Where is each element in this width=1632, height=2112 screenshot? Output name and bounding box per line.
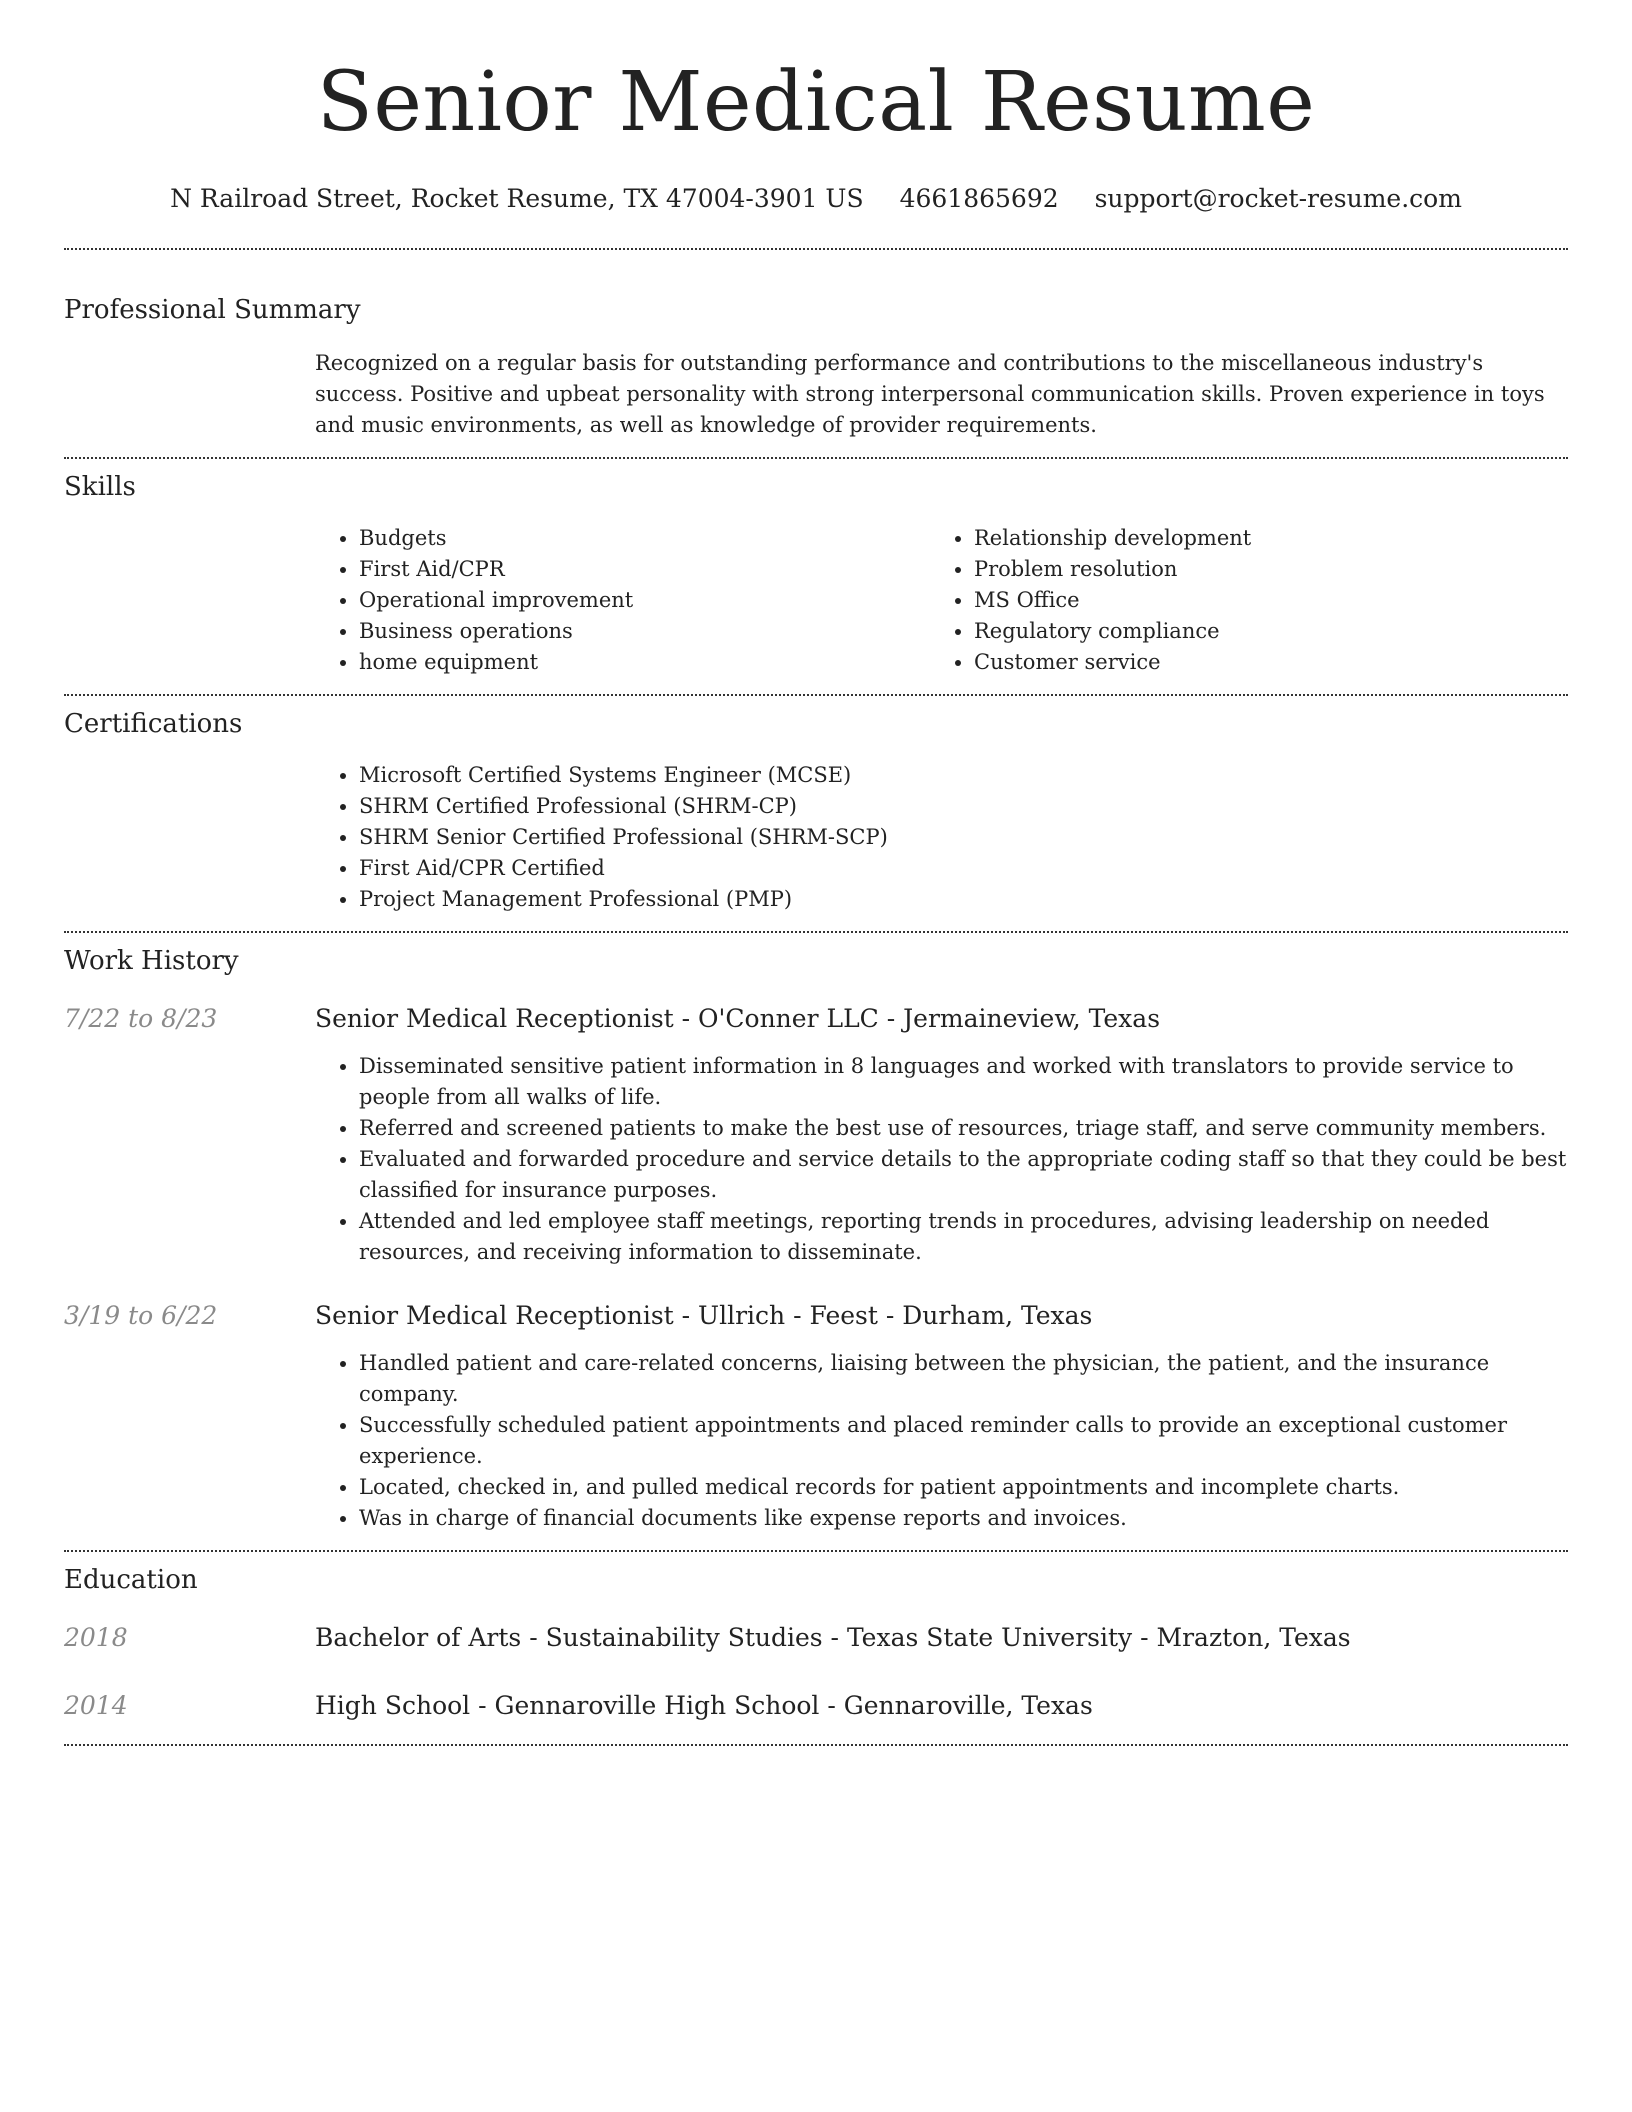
summary-title: Professional Summary	[64, 295, 361, 325]
skill-item: • Problem resolution	[974, 554, 1545, 585]
summary-text: Recognized on a regular basis for outstanding performance and contributions to the miscellaneous industry's success. Positive and upbeat personality with strong interpersonal communication skills. Proven experience in toys and music environments, as well as knowledge of provider requirements.	[315, 351, 1545, 437]
education-degree: Bachelor of Arts - Sustainability Studies - Texas State University - Mrazton, Texas	[315, 1623, 1351, 1652]
job-title: Senior Medical Receptionist - O'Conner LLC - Jermaineview, Texas	[315, 1004, 1161, 1033]
education-degree: High School - Gennaroville High School - Gennaroville, Texas	[315, 1691, 1093, 1720]
resume-name: Senior Medical Resume	[316, 55, 1316, 150]
skill-item: • MS Office	[974, 585, 1545, 616]
divider	[64, 1744, 1568, 1746]
job-title: Senior Medical Receptionist - Ullrich - Feest - Durham, Texas	[315, 1301, 1093, 1330]
skills-list-left	[315, 523, 930, 678]
job-bullet: • Disseminated sensitive patient information in 8 languages and worked with translators to provide service to people from all walks of life.	[359, 1051, 1568, 1113]
certification-item: • First Aid/CPR Certified	[359, 853, 1568, 884]
job-bullet: • Handled patient and care-related concerns, liaising between the physician, the patient, and the insurance company.	[359, 1348, 1568, 1410]
work-history-title: Work History	[64, 946, 239, 976]
contact-line	[64, 182, 1568, 216]
skill-item: • home equipment	[359, 647, 930, 678]
job-entry	[64, 1001, 1568, 1268]
education-entry	[64, 1620, 1568, 1656]
skills-section	[64, 459, 1568, 694]
certifications-section	[64, 696, 1568, 931]
job-bullets	[315, 1051, 1568, 1268]
certification-item: • Project Management Professional (PMP)	[359, 884, 1568, 915]
contact-address: N Railroad Street, Rocket Resume, TX 47004-3901 US	[170, 184, 864, 213]
skills-title: Skills	[64, 472, 136, 502]
skills-list-right	[930, 523, 1545, 678]
skill-item: • Budgets	[359, 523, 930, 554]
certifications-list	[315, 760, 1568, 915]
skill-item: • Operational improvement	[359, 585, 930, 616]
contact-phone: 4661865692	[899, 184, 1059, 213]
job-bullet: • Located, checked in, and pulled medical records for patient appointments and incomplete charts.	[359, 1472, 1568, 1503]
job-bullets	[315, 1348, 1568, 1534]
education-year: 2018	[64, 1623, 128, 1652]
job-bullet: • Successfully scheduled patient appointments and placed reminder calls to provide an exceptional customer experience.	[359, 1410, 1568, 1472]
contact-email: support@rocket-resume.com	[1094, 184, 1462, 213]
skill-item: • Customer service	[974, 647, 1545, 678]
certification-item: • SHRM Certified Professional (SHRM-CP)	[359, 791, 1568, 822]
education-title: Education	[64, 1565, 198, 1595]
work-history-section	[64, 933, 1568, 1550]
certification-item: • Microsoft Certified Systems Engineer (MCSE)	[359, 760, 1568, 791]
job-entry	[64, 1298, 1568, 1534]
skill-item: • Regulatory compliance	[974, 616, 1545, 647]
summary-section	[64, 250, 1568, 457]
skill-item: • Business operations	[359, 616, 930, 647]
education-entry	[64, 1688, 1568, 1724]
job-bullet: • Attended and led employee staff meetings, reporting trends in procedures, advising leadership on needed resources, and receiving information to disseminate.	[359, 1206, 1568, 1268]
skill-item: • Relationship development	[974, 523, 1545, 554]
job-bullet: • Referred and screened patients to make the best use of resources, triage staff, and serve community members.	[359, 1113, 1568, 1144]
certification-item: • SHRM Senior Certified Professional (SHRM-SCP)	[359, 822, 1568, 853]
job-bullet: • Was in charge of financial documents like expense reports and invoices.	[359, 1503, 1568, 1534]
education-section	[64, 1552, 1568, 1744]
certifications-title: Certifications	[64, 709, 243, 739]
skill-item: • First Aid/CPR	[359, 554, 930, 585]
job-bullet: • Evaluated and forwarded procedure and service details to the appropriate coding staff so that they could be best classified for insurance purposes.	[359, 1144, 1568, 1206]
job-dates: 7/22 to 8/23	[64, 1004, 218, 1033]
job-dates: 3/19 to 6/22	[64, 1301, 218, 1330]
education-year: 2014	[64, 1691, 128, 1720]
